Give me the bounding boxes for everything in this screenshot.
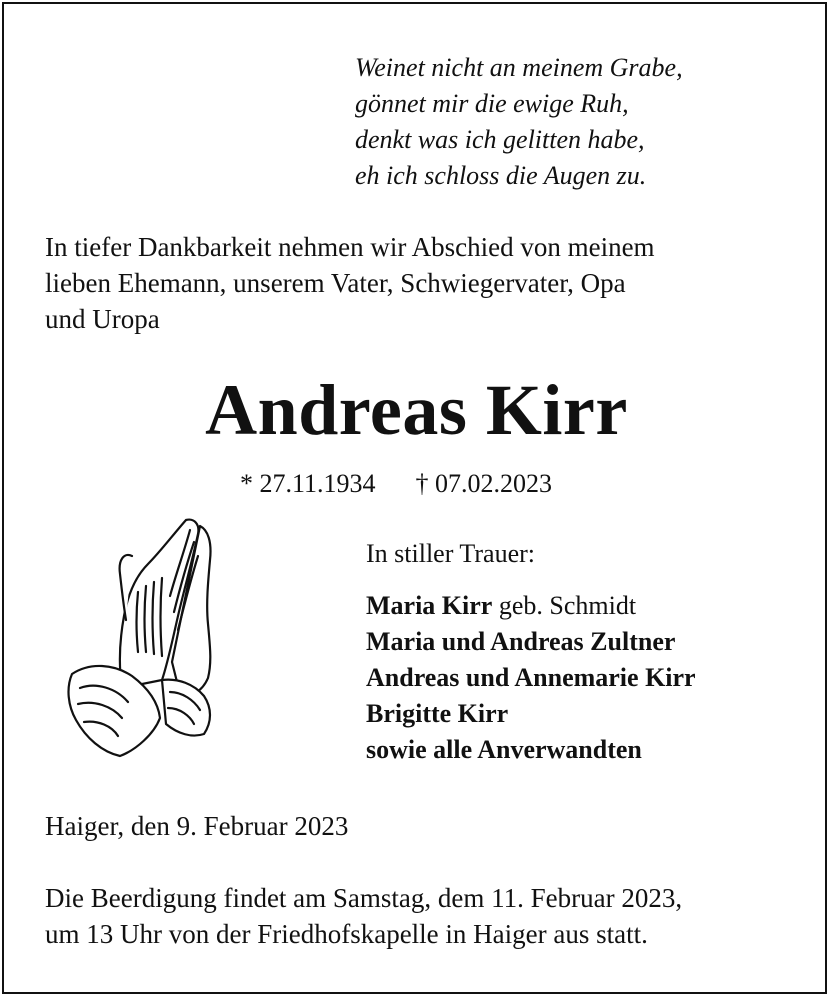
life-dates [240,466,552,502]
mourner-name: Maria Kirr [366,591,493,620]
funeral-line: um 13 Uhr von der Friedhofskapelle in Haiger aus statt. [45,919,648,949]
intro-line: lieben Ehemann, unserem Vater, Schwiegervater, Opa [45,268,626,298]
poem [355,50,683,194]
poem-line: gönnet mir die ewige Ruh, [355,89,629,118]
poem-line: eh ich schloss die Augen zu. [355,161,647,190]
mourner-name: Brigitte Kirr [366,699,509,728]
mourner-line [366,660,696,696]
mourners-heading: In stiller Trauer: [366,539,535,568]
intro-line: In tiefer Dankbarkeit nehmen wir Abschied von meinem [45,232,655,262]
praying-hands-icon [62,512,222,762]
funeral-info [45,880,682,952]
mourner-line [366,732,696,768]
mourner-line [366,588,696,624]
mourner-name: Maria und Andreas Zultner [366,627,676,656]
birth-date: * 27.11.1934 [240,469,376,498]
mourner-relatives: sowie alle Anverwandten [366,735,642,764]
mourner-line [366,696,696,732]
mourner-maiden-name: geb. Schmidt [492,591,637,620]
mourner-line [366,624,696,660]
intro-line: und Uropa [45,304,160,334]
deceased-name: Andreas Kirr [205,370,628,450]
poem-line: Weinet nicht an meinem Grabe, [355,53,683,82]
death-date: † 07.02.2023 [415,469,553,498]
intro-text [45,229,805,337]
poem-line: denkt was ich gelitten habe, [355,125,645,154]
mourner-name: Andreas und Annemarie Kirr [366,663,696,692]
place-date: Haiger, den 9. Februar 2023 [45,811,349,841]
funeral-line: Die Beerdigung findet am Samstag, dem 11. Februar 2023, [45,883,683,913]
mourners-list [366,536,696,768]
